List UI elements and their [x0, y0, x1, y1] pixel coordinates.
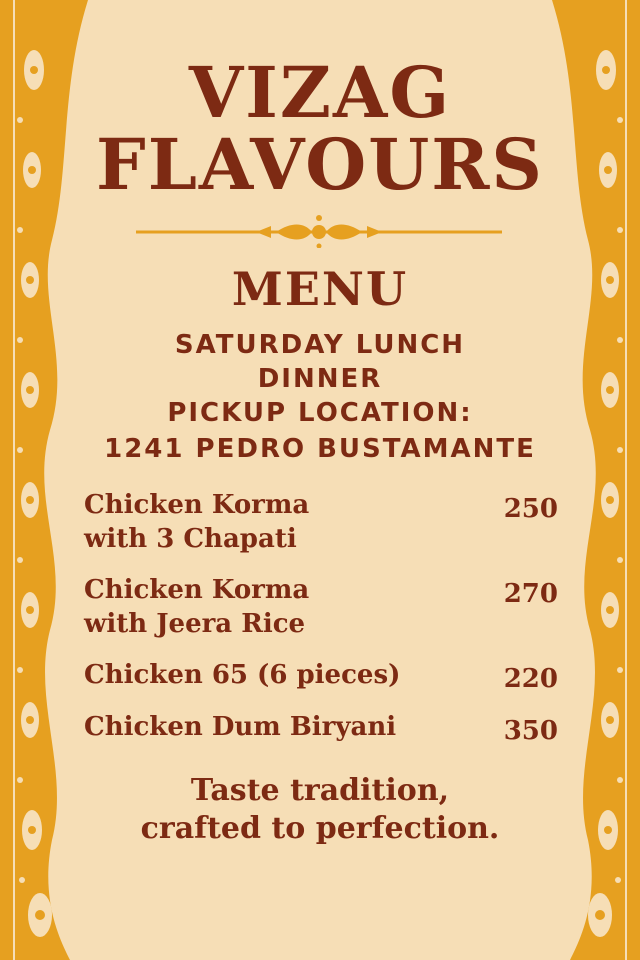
- item-price: 350: [503, 716, 558, 746]
- item-name: [84, 710, 464, 744]
- item-name-line: Chicken 65 (6 pieces): [84, 660, 401, 690]
- title-line-2: FLAVOURS: [96, 123, 544, 206]
- menu-heading: MENU: [231, 262, 409, 316]
- tagline-line-2: crafted to perfection.: [140, 811, 500, 846]
- tagline-line-1: Taste tradition,: [190, 773, 450, 808]
- info-days: SATURDAY LUNCH: [174, 330, 466, 360]
- item-name: [84, 658, 464, 692]
- item-name-line: Chicken Dum Biryani: [84, 712, 397, 742]
- ornamental-divider: [136, 208, 502, 248]
- menu-content: [70, 0, 570, 960]
- item-price: 250: [503, 494, 558, 524]
- item-name: [84, 488, 464, 556]
- info-pickup-label: PICKUP LOCATION:: [167, 398, 473, 428]
- item-price: 270: [503, 579, 558, 609]
- item-name-line: Chicken Korma: [84, 490, 310, 520]
- item-name-line: with 3 Chapati: [84, 524, 297, 554]
- item-price: 220: [503, 664, 558, 694]
- item-name-line: with Jeera Rice: [84, 609, 306, 639]
- info-meal: DINNER: [257, 364, 383, 394]
- info-pickup-address: 1241 PEDRO BUSTAMANTE: [104, 434, 536, 464]
- item-name: [84, 573, 464, 641]
- title-line-1: VIZAG: [188, 51, 452, 134]
- item-name-line: Chicken Korma: [84, 575, 310, 605]
